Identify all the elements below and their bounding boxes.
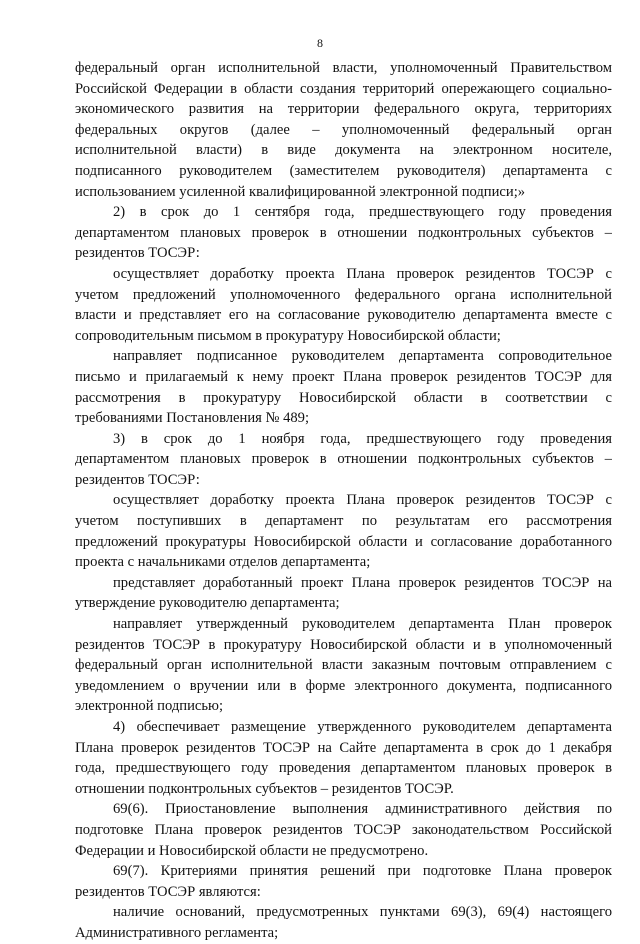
text-line: подготовке Плана проверок резидентов ТОСЭР законодательством Российской <box>75 821 612 838</box>
text-line: 4) обеспечивает размещение утвержденного руководителем департамента <box>113 719 612 735</box>
text-line: использованием усиленной квалифицированной электронной подписи;» <box>75 183 526 200</box>
text-line: учетом предложений уполномоченного федерального органа исполнительной <box>75 286 612 303</box>
text-line: исполнительной власти) в виде документа на электронном носителе, <box>75 142 612 159</box>
text-line: Российской Федерации в области создания территорий опережающего социально- <box>75 80 612 97</box>
text-line: департаментом плановых проверок в отношении подконтрольных субъектов – <box>75 451 612 468</box>
text-line: направляет утвержденный руководителем департамента План проверок <box>113 616 612 633</box>
text-line: наличие оснований, предусмотренных пунктами 69(3), 69(4) настоящего <box>113 904 612 921</box>
text-line: электронной подписью; <box>75 698 224 715</box>
text-line: уведомлением о вручении или в форме электронного документа, подписанного <box>75 677 612 694</box>
text-line: года, предшествующего году проведения департаментом плановых проверок в <box>75 760 612 777</box>
text-line: резидентов ТОСЭР: <box>75 471 200 488</box>
page-number: 8 <box>317 36 323 50</box>
text-line: осуществляет доработку проекта Плана проверок резидентов ТОСЭР с <box>113 492 612 509</box>
text-line: федеральных округов (далее – уполномоченный федеральный орган <box>75 121 612 138</box>
text-line: предложений прокуратуры Новосибирской области и согласование доработанного <box>75 533 612 550</box>
text-line: 69(7). Критериями принятия решений при подготовке Плана проверок <box>113 863 612 880</box>
text-line: резидентов ТОСЭР являются: <box>75 883 261 900</box>
text-line: резидентов ТОСЭР: <box>75 245 200 262</box>
text-line: учетом поступивших в департамент по результатам его рассмотрения <box>75 513 612 530</box>
text-line: направляет подписанное руководителем департамента сопроводительное <box>113 348 612 365</box>
text-line: 69(6). Приостановление выполнения административного действия по <box>113 801 612 818</box>
text-line: утверждение руководителю департамента; <box>75 595 340 612</box>
text-line: рассмотрения в прокуратуру Новосибирской области в соответствии с <box>75 389 612 406</box>
text-line: федеральный орган исполнительной власти заказным почтовым отправлением с <box>75 657 612 674</box>
text-line: осуществляет доработку проекта Плана проверок резидентов ТОСЭР с <box>113 265 612 282</box>
text-line: сопроводительным письмом в прокуратуру Новосибирской области; <box>75 327 501 344</box>
document-body <box>75 58 612 944</box>
text-line: 2) в срок до 1 сентября года, предшествующего году проведения <box>113 204 612 221</box>
text-line: письмо и прилагаемый к нему проект Плана проверок резидентов ТОСЭР для <box>75 368 612 385</box>
text-line: экономического развития на территории федерального округа, территориях <box>75 101 612 118</box>
text-line: департаментом плановых проверок в отношении подконтрольных субъектов – <box>75 224 612 241</box>
text-line: проекта с начальниками отделов департамента; <box>75 554 371 571</box>
text-line: власти и представляет его на согласование руководителю департамента вместе с <box>75 307 612 324</box>
text-line: Административного регламента; <box>75 924 279 941</box>
text-line: 3) в срок до 1 ноября года, предшествующего году проведения <box>113 430 612 447</box>
text-line: Федерации и Новосибирской области не предусмотрено. <box>75 842 429 859</box>
text-line: представляет доработанный проект Плана проверок резидентов ТОСЭР на <box>113 574 612 591</box>
text-line: Плана проверок резидентов ТОСЭР на Сайте департамента в срок до 1 декабря <box>75 739 612 756</box>
text-line: федеральный орган исполнительной власти, уполномоченный Правительством <box>75 60 612 76</box>
text-line: резидентов ТОСЭР в прокуратуру Новосибирской области и в уполномоченный <box>75 636 612 653</box>
text-line: отношении подконтрольных субъектов – резидентов ТОСЭР. <box>75 780 454 797</box>
text-line: подписанного руководителем (заместителем руководителя) департамента с <box>75 162 612 179</box>
text-line: требованиями Постановления № 489; <box>75 410 310 427</box>
